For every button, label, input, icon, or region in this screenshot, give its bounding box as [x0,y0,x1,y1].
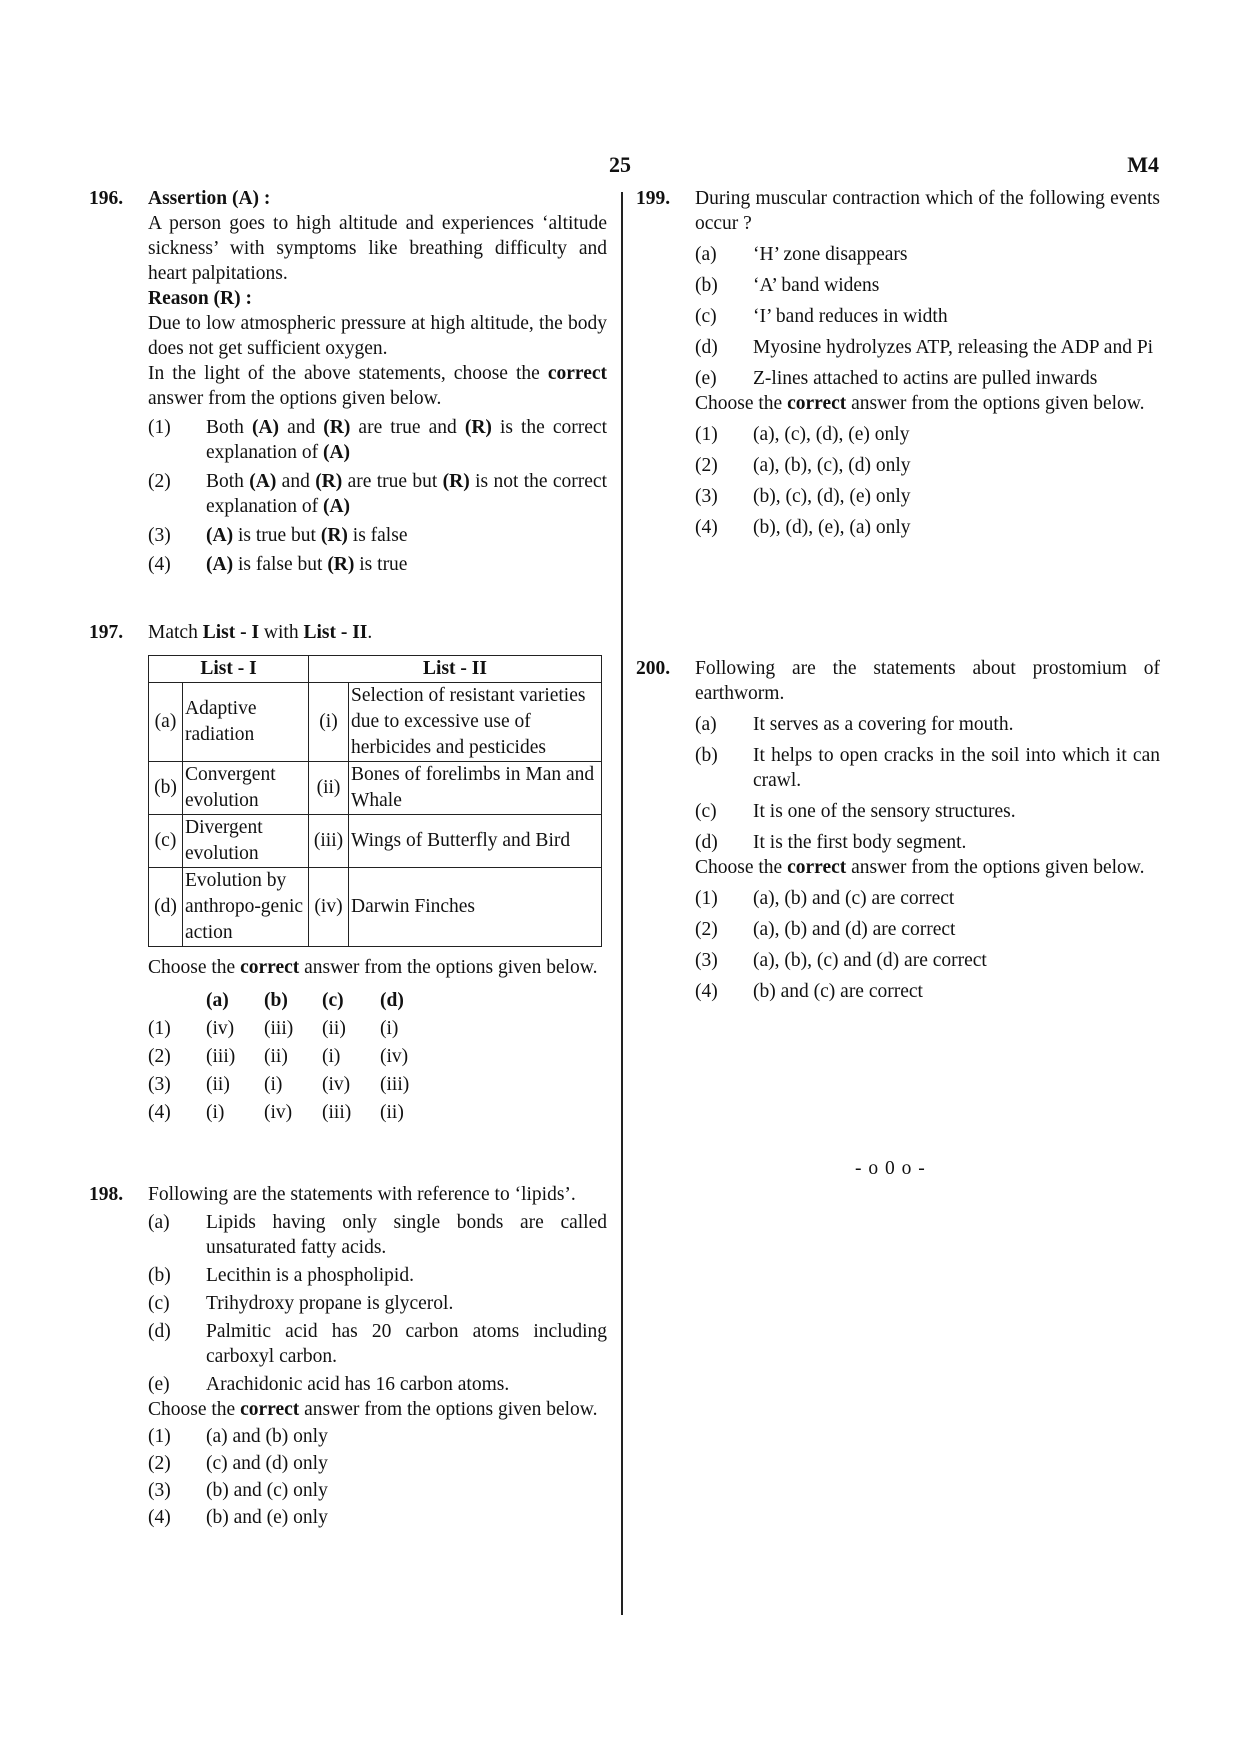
option-label: (4) [695,517,718,538]
option-grid-row [148,1070,607,1098]
option-item [695,917,1160,942]
option-item [695,886,1160,911]
option-list [695,422,1160,540]
option-value: (iii) [264,1017,294,1039]
option-text-part: is true but [233,525,321,546]
column-divider [621,192,623,1615]
statement-label: (e) [148,1374,170,1395]
statement-label: (c) [695,801,717,822]
option-label: (1) [148,417,171,438]
statement-label: (a) [695,714,717,735]
statement-item [148,1372,607,1397]
option-label: (4) [148,1507,171,1528]
list-2-label: (ii) [309,762,349,815]
statement-item [148,1291,607,1316]
statement-label: (d) [148,1321,171,1342]
option-text: (b), (d), (e), (a) only [753,517,911,538]
question-stem: Following are the statements about prostomium of earthworm. [695,658,1160,704]
statement-label: (b) [695,275,718,296]
match-row [149,762,602,815]
statement-text: Myosine hydrolyzes ATP, releasing the ADP and Pi [753,337,1154,358]
assertion-label: Assertion (A) : [148,188,271,209]
option-value: (iii) [380,1073,410,1095]
option-item [695,422,1160,447]
option-text-part: is true [354,554,408,575]
question-stem: Following are the statements with reference to ‘lipids’. [148,1184,576,1205]
option-value: (iii) [206,1045,236,1067]
question-number: 198. [89,1184,124,1205]
option-text-part: and [276,471,316,492]
statement-text: ‘A’ band widens [753,275,880,296]
option-text-part: (A) [206,525,234,546]
option-text: (b) and (c) are correct [753,981,923,1002]
list-2-item: Bones of forelimbs in Man and Whale [349,762,602,815]
list-2-item: Selection of resistant varieties due to excessive use of herbicides and pesticides [349,683,602,762]
instruction: Choose the correct answer from the options given below. [695,393,1145,414]
statement-item [695,743,1160,793]
option-grid-header [148,986,607,1014]
option-item [695,515,1160,540]
option-label: (1) [148,1426,171,1447]
option-item [695,484,1160,509]
statement-label: (b) [148,1265,171,1286]
option-label: (2) [148,1453,171,1474]
statement-text: It is one of the sensory structures. [753,801,1016,822]
option-label: (2) [148,1045,171,1067]
list-2-label: (iii) [309,815,349,868]
option-text-part: (A) [251,417,280,438]
option-text-part: are true but [342,471,443,492]
option-value: (ii) [206,1073,230,1095]
statement-list [695,712,1160,855]
match-table [148,655,602,947]
statement-item [695,335,1160,360]
option-text-part: is not the correct explanation of [206,471,607,517]
statement-item [695,712,1160,737]
option-label: (2) [148,471,171,492]
statement-item [695,242,1160,267]
option-text: (a), (b), (c) and (d) are correct [753,950,987,971]
statement-text: It is the first body segment. [753,832,967,853]
instruction: In the light of the above statements, choose the correct answer from the options given below. [148,363,608,409]
option-text-part: (R) [327,554,355,575]
option-grid-column-label: (b) [264,989,288,1011]
option-item [148,469,607,519]
option-text: (c) and (d) only [206,1453,328,1474]
option-text [206,523,607,548]
option-value: (iv) [206,1017,235,1039]
option-label: (4) [148,1101,171,1123]
option-value: (iv) [380,1045,409,1067]
option-label: (2) [695,919,718,940]
option-item [148,1424,607,1449]
list-1-label: (a) [149,683,183,762]
list-2-label: (i) [309,683,349,762]
statement-list [695,242,1160,391]
match-row [149,868,602,947]
statement-text: Lecithin is a phospholipid. [206,1265,414,1286]
option-label: (4) [695,981,718,1002]
question-number: 197. [89,622,124,643]
option-grid-row [148,1098,607,1126]
option-value: (ii) [380,1101,404,1123]
list-1-label: (d) [149,868,183,947]
option-text-part: (R) [442,471,470,492]
option-item [148,415,607,465]
match-row [149,815,602,868]
list-2-item: Darwin Finches [349,868,602,947]
option-text-part: is false but [233,554,328,575]
question-number: 196. [89,188,124,209]
list-2-item: Wings of Butterfly and Bird [349,815,602,868]
option-text [206,469,607,519]
option-text: (a), (b) and (c) are correct [753,888,955,909]
option-label: (3) [148,1480,171,1501]
list-1-item: Divergent evolution [183,815,309,868]
list-1-item: Adaptive radiation [183,683,309,762]
option-label: (1) [148,1017,171,1039]
option-text: (b) and (c) only [206,1480,328,1501]
statement-text: Trihydroxy propane is glycerol. [206,1293,454,1314]
statement-item [148,1319,607,1369]
option-label: (3) [148,525,171,546]
statement-text: It serves as a covering for mouth. [753,714,1014,735]
option-text-part: (A) [206,554,234,575]
statement-item [695,273,1160,298]
option-text-part: is the correct explanation of [206,417,607,463]
question-197 [89,620,607,1126]
statement-item [695,366,1160,391]
statement-label: (a) [148,1212,170,1233]
option-label: (2) [695,455,718,476]
option-value: (i) [206,1101,225,1123]
option-text-part: Both [206,417,252,438]
option-value: (iii) [322,1101,352,1123]
option-text: (b), (c), (d), (e) only [753,486,911,507]
list-1-label: (c) [149,815,183,868]
option-label: (3) [695,950,718,971]
option-label: (4) [148,554,171,575]
option-grid-column-label: (d) [380,989,404,1011]
option-text [206,415,607,465]
option-value: (ii) [322,1017,346,1039]
list-1-item: Evolution by anthropo-genic action [183,868,309,947]
option-grid-row [148,1014,607,1042]
option-list [148,415,607,577]
statement-item [695,304,1160,329]
option-list [148,1424,607,1530]
list-1-label: (b) [149,762,183,815]
option-label: (1) [695,424,718,445]
question-number: 200. [636,658,671,679]
option-text-part: (A) [322,442,351,463]
statement-text: Palmitic acid has 20 carbon atoms including carboxyl carbon. [206,1321,607,1367]
statement-label: (a) [695,244,717,265]
option-label: (3) [695,486,718,507]
option-text: (a) and (b) only [206,1426,328,1447]
option-grid [148,986,607,1126]
statement-item [695,830,1160,855]
option-text-part: are true and [350,417,465,438]
option-value: (ii) [264,1045,288,1067]
statement-label: (c) [695,306,717,327]
list-1-item: Convergent evolution [183,762,309,815]
option-grid-column-label: (a) [206,989,229,1011]
option-text-part: (R) [464,417,492,438]
instruction: Choose the correct answer from the options given below. [695,857,1145,878]
statement-list [148,1210,607,1397]
page-number: 25 [609,152,631,177]
option-text-part: (A) [249,471,277,492]
question-stem: During muscular contraction which of the following events occur ? [695,188,1160,234]
option-text [206,552,607,577]
option-text-part: (R) [315,471,343,492]
option-item [695,453,1160,478]
option-text-part: (R) [323,417,351,438]
list-1-header: List - I [149,656,309,683]
option-item [148,1505,607,1530]
option-text-part: Both [206,471,250,492]
option-item [695,979,1160,1004]
instruction: Choose the correct answer from the options given below. [148,957,598,978]
option-value: (i) [264,1073,283,1095]
option-item [148,552,607,577]
option-text-part: (A) [322,496,351,517]
option-text: (a), (c), (d), (e) only [753,424,910,445]
question-number: 199. [636,188,671,209]
match-row [149,683,602,762]
option-text-part: is false [347,525,408,546]
statement-item [148,1263,607,1288]
question-200 [636,656,1160,1004]
statement-label: (c) [148,1293,170,1314]
statement-text: Z-lines attached to actins are pulled inwards [753,368,1098,389]
statement-label: (e) [695,368,717,389]
statement-label: (d) [695,832,718,853]
statement-item [148,1210,607,1260]
option-item [148,523,607,548]
option-value: (i) [322,1045,341,1067]
option-item [148,1451,607,1476]
reason-text: Due to low atmospheric pressure at high altitude, the body does not get sufficient oxygen. [148,313,607,359]
end-of-paper-mark: - o 0 o - [855,1158,926,1179]
option-text-part: and [279,417,324,438]
option-value: (i) [380,1017,399,1039]
option-label: (1) [695,888,718,909]
assertion-text: A person goes to high altitude and experiences ‘altitude sickness’ with symptoms like breathing difficulty and heart palpitations. [148,213,607,284]
statement-label: (b) [695,745,718,766]
option-value: (iv) [264,1101,293,1123]
statement-text: It helps to open cracks in the soil into which it can crawl. [753,745,1160,791]
statement-text: Arachidonic acid has 16 carbon atoms. [206,1374,510,1395]
list-2-header: List - II [309,656,602,683]
option-grid-row [148,1042,607,1070]
option-grid-column-label: (c) [322,989,344,1011]
statement-text: ‘I’ band reduces in width [753,306,948,327]
list-2-label: (iv) [309,868,349,947]
option-value: (iv) [322,1073,351,1095]
question-196 [89,186,607,577]
question-199 [636,186,1160,540]
option-text: (b) and (e) only [206,1507,328,1528]
option-list [695,886,1160,1004]
question-stem: Match List - I with List - II. [148,622,373,643]
option-item [695,948,1160,973]
statement-label: (d) [695,337,718,358]
statement-text: Lipids having only single bonds are called unsaturated fatty acids. [206,1212,607,1258]
option-text-part: (R) [320,525,348,546]
instruction: Choose the correct answer from the options given below. [148,1399,598,1420]
option-text: (a), (b) and (d) are correct [753,919,956,940]
option-item [148,1478,607,1503]
question-198 [89,1182,607,1530]
statement-item [695,799,1160,824]
reason-label: Reason (R) : [148,288,252,309]
paper-code: M4 [1127,152,1159,177]
option-label: (3) [148,1073,171,1095]
statement-text: ‘H’ zone disappears [753,244,908,265]
option-text: (a), (b), (c), (d) only [753,455,911,476]
